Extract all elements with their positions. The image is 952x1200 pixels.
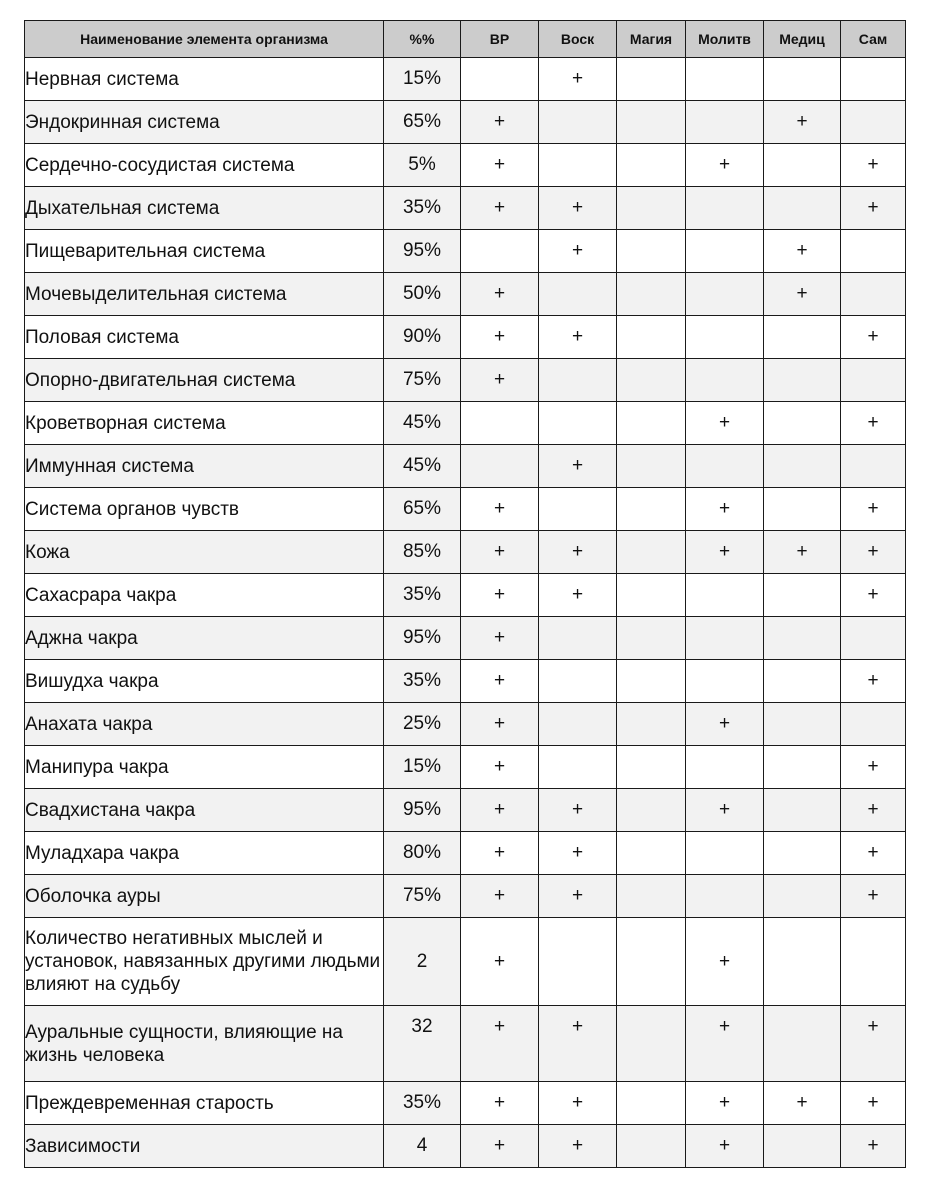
mark-cell-medits bbox=[764, 789, 841, 832]
mark-cell-magiya bbox=[617, 488, 686, 531]
mark-cell-vosk: + bbox=[539, 1125, 617, 1168]
mark-cell-molitv bbox=[686, 617, 764, 660]
mark-cell-vr: + bbox=[461, 746, 539, 789]
table-row bbox=[25, 918, 906, 1006]
mark-cell-magiya bbox=[617, 101, 686, 144]
mark-cell-vr: + bbox=[461, 359, 539, 402]
mark-cell-vr: + bbox=[461, 316, 539, 359]
table-row bbox=[25, 875, 906, 918]
percent-cell: 25% bbox=[384, 703, 461, 746]
percent-cell: 50% bbox=[384, 273, 461, 316]
mark-cell-molitv bbox=[686, 574, 764, 617]
mark-cell-vosk bbox=[539, 746, 617, 789]
mark-cell-vr: + bbox=[461, 187, 539, 230]
element-name-cell: Кроветворная система bbox=[25, 402, 384, 445]
mark-cell-vosk bbox=[539, 660, 617, 703]
mark-cell-vr bbox=[461, 230, 539, 273]
percent-cell: 65% bbox=[384, 101, 461, 144]
header-vr: ВР bbox=[461, 21, 539, 58]
mark-cell-medits: + bbox=[764, 101, 841, 144]
mark-cell-medits bbox=[764, 316, 841, 359]
table-row bbox=[25, 1125, 906, 1168]
header-sam: Сам bbox=[841, 21, 906, 58]
element-name-cell: Зависимости bbox=[25, 1125, 384, 1168]
element-name-cell: Кожа bbox=[25, 531, 384, 574]
mark-cell-medits: + bbox=[764, 531, 841, 574]
mark-cell-sam bbox=[841, 703, 906, 746]
mark-cell-sam: + bbox=[841, 832, 906, 875]
element-name-cell: Сахасрара чакра bbox=[25, 574, 384, 617]
percent-cell: 85% bbox=[384, 531, 461, 574]
percent-cell: 90% bbox=[384, 316, 461, 359]
mark-cell-medits bbox=[764, 144, 841, 187]
mark-cell-medits bbox=[764, 402, 841, 445]
mark-cell-magiya bbox=[617, 1006, 686, 1082]
mark-cell-medits bbox=[764, 1006, 841, 1082]
mark-cell-sam: + bbox=[841, 144, 906, 187]
percent-cell: 80% bbox=[384, 832, 461, 875]
mark-cell-vr bbox=[461, 402, 539, 445]
element-name-cell: Нервная система bbox=[25, 58, 384, 101]
element-name-cell: Ауральные сущности, влияющие на жизнь человека bbox=[25, 1006, 384, 1082]
mark-cell-molitv: + bbox=[686, 402, 764, 445]
mark-cell-vosk: + bbox=[539, 58, 617, 101]
mark-cell-magiya bbox=[617, 402, 686, 445]
mark-cell-vr: + bbox=[461, 574, 539, 617]
mark-cell-sam: + bbox=[841, 746, 906, 789]
percent-cell: 95% bbox=[384, 789, 461, 832]
percent-cell: 15% bbox=[384, 746, 461, 789]
mark-cell-medits bbox=[764, 58, 841, 101]
mark-cell-medits bbox=[764, 187, 841, 230]
mark-cell-vr: + bbox=[461, 273, 539, 316]
table-row bbox=[25, 230, 906, 273]
mark-cell-molitv: + bbox=[686, 531, 764, 574]
element-name-cell: Половая система bbox=[25, 316, 384, 359]
table-body bbox=[25, 58, 906, 1168]
mark-cell-magiya bbox=[617, 703, 686, 746]
mark-cell-vosk: + bbox=[539, 316, 617, 359]
mark-cell-molitv bbox=[686, 187, 764, 230]
mark-cell-magiya bbox=[617, 746, 686, 789]
mark-cell-sam: + bbox=[841, 574, 906, 617]
mark-cell-molitv bbox=[686, 660, 764, 703]
percent-cell: 32 bbox=[384, 1006, 461, 1082]
percent-cell: 4 bbox=[384, 1125, 461, 1168]
mark-cell-sam: + bbox=[841, 531, 906, 574]
mark-cell-molitv: + bbox=[686, 144, 764, 187]
mark-cell-magiya bbox=[617, 660, 686, 703]
mark-cell-molitv: + bbox=[686, 1006, 764, 1082]
percent-cell: 35% bbox=[384, 574, 461, 617]
header-medits: Медиц bbox=[764, 21, 841, 58]
table-row bbox=[25, 703, 906, 746]
mark-cell-molitv bbox=[686, 746, 764, 789]
mark-cell-vosk bbox=[539, 703, 617, 746]
table-row bbox=[25, 660, 906, 703]
mark-cell-medits bbox=[764, 660, 841, 703]
organism-elements-table bbox=[24, 20, 906, 1168]
mark-cell-vr: + bbox=[461, 1006, 539, 1082]
mark-cell-vr bbox=[461, 445, 539, 488]
mark-cell-vr: + bbox=[461, 531, 539, 574]
mark-cell-molitv bbox=[686, 58, 764, 101]
element-name-cell: Свадхистана чакра bbox=[25, 789, 384, 832]
mark-cell-vosk bbox=[539, 101, 617, 144]
table-row bbox=[25, 1006, 906, 1082]
percent-cell: 15% bbox=[384, 58, 461, 101]
percent-cell: 35% bbox=[384, 187, 461, 230]
mark-cell-sam bbox=[841, 918, 906, 1006]
mark-cell-magiya bbox=[617, 359, 686, 402]
mark-cell-magiya bbox=[617, 144, 686, 187]
mark-cell-vr: + bbox=[461, 144, 539, 187]
table-row bbox=[25, 1082, 906, 1125]
mark-cell-vosk bbox=[539, 144, 617, 187]
mark-cell-medits bbox=[764, 1125, 841, 1168]
header-row bbox=[25, 21, 906, 58]
mark-cell-magiya bbox=[617, 445, 686, 488]
element-name-cell: Преждевременная старость bbox=[25, 1082, 384, 1125]
percent-cell: 95% bbox=[384, 230, 461, 273]
mark-cell-vr: + bbox=[461, 660, 539, 703]
percent-cell: 65% bbox=[384, 488, 461, 531]
percent-cell: 2 bbox=[384, 918, 461, 1006]
mark-cell-molitv bbox=[686, 230, 764, 273]
mark-cell-vosk: + bbox=[539, 789, 617, 832]
mark-cell-vosk: + bbox=[539, 875, 617, 918]
element-name-cell: Мочевыделительная система bbox=[25, 273, 384, 316]
table-row bbox=[25, 832, 906, 875]
mark-cell-sam: + bbox=[841, 1006, 906, 1082]
table-row bbox=[25, 316, 906, 359]
mark-cell-sam bbox=[841, 101, 906, 144]
mark-cell-vr: + bbox=[461, 617, 539, 660]
mark-cell-magiya bbox=[617, 789, 686, 832]
table-row bbox=[25, 402, 906, 445]
mark-cell-magiya bbox=[617, 574, 686, 617]
mark-cell-vr: + bbox=[461, 488, 539, 531]
mark-cell-magiya bbox=[617, 273, 686, 316]
mark-cell-vr: + bbox=[461, 918, 539, 1006]
element-name-cell: Сердечно-сосудистая система bbox=[25, 144, 384, 187]
mark-cell-molitv bbox=[686, 832, 764, 875]
percent-cell: 5% bbox=[384, 144, 461, 187]
mark-cell-vr: + bbox=[461, 789, 539, 832]
mark-cell-magiya bbox=[617, 875, 686, 918]
header-magiya: Магия bbox=[617, 21, 686, 58]
mark-cell-sam bbox=[841, 273, 906, 316]
mark-cell-medits bbox=[764, 359, 841, 402]
percent-cell: 35% bbox=[384, 1082, 461, 1125]
mark-cell-molitv bbox=[686, 316, 764, 359]
header-vosk: Воск bbox=[539, 21, 617, 58]
mark-cell-vr: + bbox=[461, 101, 539, 144]
mark-cell-magiya bbox=[617, 187, 686, 230]
mark-cell-vr: + bbox=[461, 1082, 539, 1125]
mark-cell-medits bbox=[764, 918, 841, 1006]
mark-cell-vosk bbox=[539, 918, 617, 1006]
mark-cell-vosk bbox=[539, 273, 617, 316]
mark-cell-vosk: + bbox=[539, 1082, 617, 1125]
element-name-cell: Количество негативных мыслей и установок, навязанных другими людьми влияют на судьбу bbox=[25, 918, 384, 1006]
table-row bbox=[25, 789, 906, 832]
mark-cell-vosk: + bbox=[539, 531, 617, 574]
mark-cell-molitv: + bbox=[686, 488, 764, 531]
mark-cell-molitv bbox=[686, 273, 764, 316]
mark-cell-medits bbox=[764, 488, 841, 531]
mark-cell-magiya bbox=[617, 531, 686, 574]
mark-cell-medits: + bbox=[764, 230, 841, 273]
percent-cell: 95% bbox=[384, 617, 461, 660]
mark-cell-sam bbox=[841, 445, 906, 488]
mark-cell-magiya bbox=[617, 617, 686, 660]
mark-cell-molitv bbox=[686, 875, 764, 918]
mark-cell-vosk bbox=[539, 617, 617, 660]
table-row bbox=[25, 58, 906, 101]
element-name-cell: Эндокринная система bbox=[25, 101, 384, 144]
mark-cell-vr: + bbox=[461, 875, 539, 918]
mark-cell-molitv bbox=[686, 445, 764, 488]
mark-cell-magiya bbox=[617, 230, 686, 273]
mark-cell-vr: + bbox=[461, 703, 539, 746]
organism-table-container bbox=[24, 20, 905, 1168]
mark-cell-medits bbox=[764, 445, 841, 488]
mark-cell-sam: + bbox=[841, 789, 906, 832]
mark-cell-sam: + bbox=[841, 1125, 906, 1168]
mark-cell-sam: + bbox=[841, 1082, 906, 1125]
element-name-cell: Манипура чакра bbox=[25, 746, 384, 789]
mark-cell-magiya bbox=[617, 316, 686, 359]
table-row bbox=[25, 273, 906, 316]
header-percent: %% bbox=[384, 21, 461, 58]
table-row bbox=[25, 574, 906, 617]
table-row bbox=[25, 488, 906, 531]
percent-cell: 75% bbox=[384, 875, 461, 918]
mark-cell-vosk: + bbox=[539, 574, 617, 617]
mark-cell-medits bbox=[764, 574, 841, 617]
mark-cell-magiya bbox=[617, 832, 686, 875]
header-molitv: Молитв bbox=[686, 21, 764, 58]
percent-cell: 45% bbox=[384, 445, 461, 488]
mark-cell-medits: + bbox=[764, 273, 841, 316]
table-row bbox=[25, 531, 906, 574]
mark-cell-medits bbox=[764, 746, 841, 789]
table-row bbox=[25, 101, 906, 144]
mark-cell-sam bbox=[841, 58, 906, 101]
mark-cell-molitv: + bbox=[686, 703, 764, 746]
element-name-cell: Анахата чакра bbox=[25, 703, 384, 746]
element-name-cell: Оболочка ауры bbox=[25, 875, 384, 918]
table-row bbox=[25, 445, 906, 488]
mark-cell-sam: + bbox=[841, 875, 906, 918]
mark-cell-molitv bbox=[686, 359, 764, 402]
mark-cell-sam: + bbox=[841, 187, 906, 230]
mark-cell-magiya bbox=[617, 1082, 686, 1125]
element-name-cell: Опорно-двигательная система bbox=[25, 359, 384, 402]
mark-cell-vr: + bbox=[461, 832, 539, 875]
mark-cell-sam: + bbox=[841, 660, 906, 703]
element-name-cell: Система органов чувств bbox=[25, 488, 384, 531]
percent-cell: 75% bbox=[384, 359, 461, 402]
element-name-cell: Вишудха чакра bbox=[25, 660, 384, 703]
percent-cell: 35% bbox=[384, 660, 461, 703]
mark-cell-vosk: + bbox=[539, 230, 617, 273]
mark-cell-magiya bbox=[617, 918, 686, 1006]
mark-cell-molitv: + bbox=[686, 918, 764, 1006]
mark-cell-molitv: + bbox=[686, 789, 764, 832]
mark-cell-sam: + bbox=[841, 488, 906, 531]
element-name-cell: Муладхара чакра bbox=[25, 832, 384, 875]
header-element-name: Наименование элемента организма bbox=[25, 21, 384, 58]
table-row bbox=[25, 617, 906, 660]
mark-cell-medits bbox=[764, 703, 841, 746]
mark-cell-sam bbox=[841, 359, 906, 402]
element-name-cell: Дыхательная система bbox=[25, 187, 384, 230]
mark-cell-molitv bbox=[686, 101, 764, 144]
mark-cell-medits bbox=[764, 875, 841, 918]
mark-cell-vosk: + bbox=[539, 187, 617, 230]
mark-cell-magiya bbox=[617, 1125, 686, 1168]
mark-cell-medits bbox=[764, 617, 841, 660]
mark-cell-vr: + bbox=[461, 1125, 539, 1168]
mark-cell-magiya bbox=[617, 58, 686, 101]
mark-cell-sam bbox=[841, 617, 906, 660]
mark-cell-medits bbox=[764, 832, 841, 875]
mark-cell-molitv: + bbox=[686, 1082, 764, 1125]
table-row bbox=[25, 187, 906, 230]
mark-cell-sam bbox=[841, 230, 906, 273]
mark-cell-vosk: + bbox=[539, 445, 617, 488]
table-row bbox=[25, 746, 906, 789]
mark-cell-sam: + bbox=[841, 402, 906, 445]
table-row bbox=[25, 144, 906, 187]
mark-cell-medits: + bbox=[764, 1082, 841, 1125]
mark-cell-vosk: + bbox=[539, 832, 617, 875]
percent-cell: 45% bbox=[384, 402, 461, 445]
element-name-cell: Пищеварительная система bbox=[25, 230, 384, 273]
mark-cell-vosk: + bbox=[539, 1006, 617, 1082]
mark-cell-molitv: + bbox=[686, 1125, 764, 1168]
table-row bbox=[25, 359, 906, 402]
mark-cell-vosk bbox=[539, 402, 617, 445]
mark-cell-vr bbox=[461, 58, 539, 101]
element-name-cell: Иммунная система bbox=[25, 445, 384, 488]
mark-cell-vosk bbox=[539, 359, 617, 402]
mark-cell-sam: + bbox=[841, 316, 906, 359]
mark-cell-vosk bbox=[539, 488, 617, 531]
element-name-cell: Аджна чакра bbox=[25, 617, 384, 660]
